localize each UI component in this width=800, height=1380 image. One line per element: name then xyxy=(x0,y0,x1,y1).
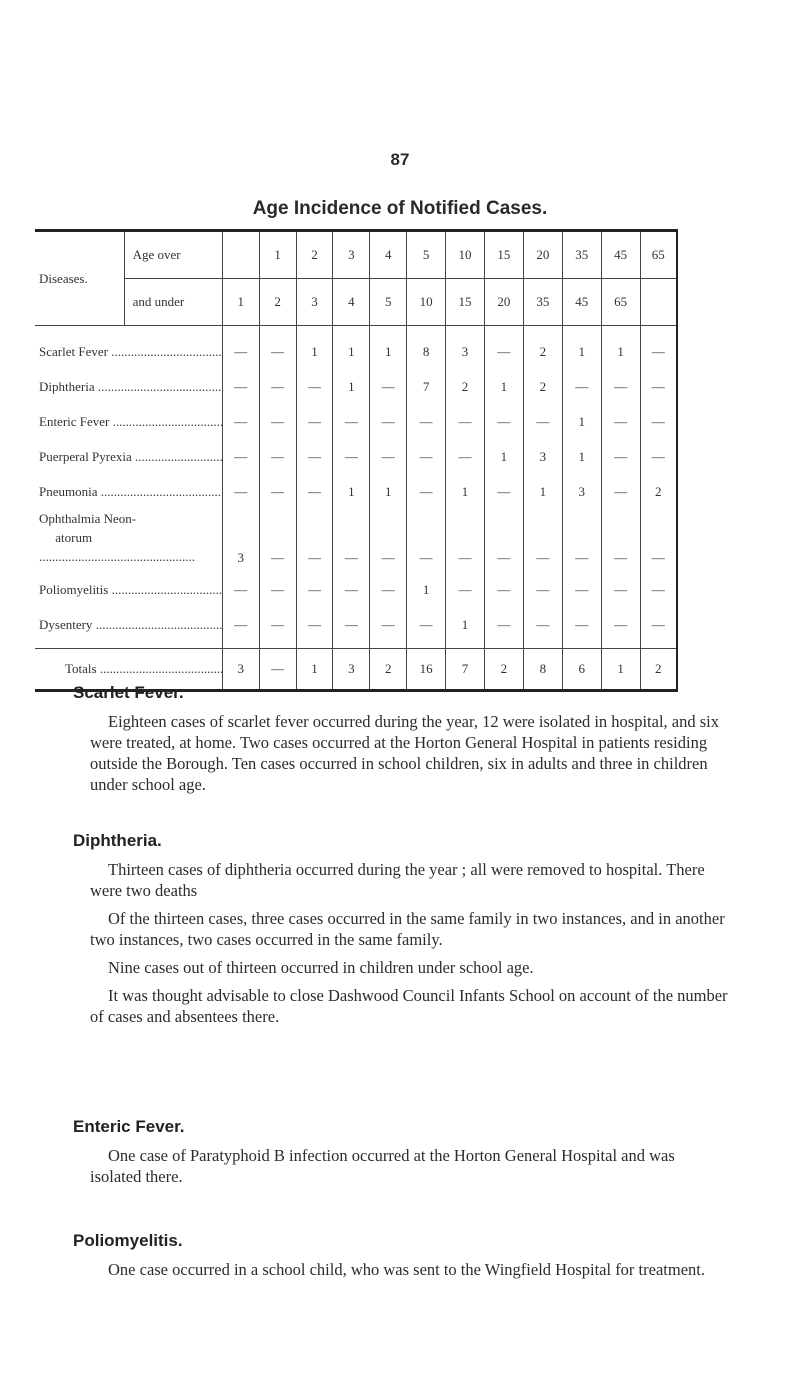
table-cell: 2 xyxy=(640,474,677,509)
table-cell: — xyxy=(296,572,333,607)
disease-name: Scarlet Fever ..... xyxy=(35,326,222,370)
table-cell: 1 xyxy=(407,572,446,607)
table-cell: — xyxy=(222,572,259,607)
table-cell: 1 xyxy=(446,474,485,509)
table-cell: — xyxy=(259,509,296,572)
table-cell: — xyxy=(296,509,333,572)
table-cell: 1 xyxy=(562,326,601,370)
age-over-cell: 2 xyxy=(296,231,333,279)
table-cell: 2 xyxy=(446,369,485,404)
table-cell: — xyxy=(446,404,485,439)
table-cell: — xyxy=(407,404,446,439)
table-cell: — xyxy=(259,474,296,509)
table-cell: 2 xyxy=(484,649,523,691)
disease-name: Diphtheria ..... xyxy=(35,369,222,404)
paragraph: Nine cases out of thirteen occurred in children under school age. xyxy=(108,958,534,977)
age-over-label: Age over xyxy=(124,231,222,279)
table-cell: — xyxy=(407,607,446,649)
table-cell: — xyxy=(370,509,407,572)
table-cell: — xyxy=(601,607,640,649)
table-row xyxy=(35,572,677,607)
table-cell: — xyxy=(640,326,677,370)
table-cell: — xyxy=(640,509,677,572)
section-heading: Poliomyelitis. xyxy=(73,1231,183,1250)
table-cell: — xyxy=(562,369,601,404)
table-cell: 1 xyxy=(333,326,370,370)
table-cell: — xyxy=(259,326,296,370)
table-cell: 1 xyxy=(333,474,370,509)
table-cell: — xyxy=(296,369,333,404)
table-cell: — xyxy=(601,404,640,439)
and-under-cell xyxy=(640,279,677,326)
table-cell: — xyxy=(446,572,485,607)
table-cell: — xyxy=(601,369,640,404)
table-cell: — xyxy=(333,439,370,474)
and-under-cell: 1 xyxy=(222,279,259,326)
table-cell: — xyxy=(259,649,296,691)
disease-name: Enteric Fever ..... xyxy=(35,404,222,439)
table-cell: — xyxy=(259,439,296,474)
table-cell: 1 xyxy=(370,326,407,370)
table-cell: 1 xyxy=(333,369,370,404)
age-over-cell: 35 xyxy=(562,231,601,279)
table-cell: — xyxy=(333,404,370,439)
table-row xyxy=(35,404,677,439)
table-cell: — xyxy=(370,607,407,649)
section-heading: Enteric Fever. xyxy=(73,1117,185,1136)
table-cell: — xyxy=(333,607,370,649)
table-cell: — xyxy=(601,572,640,607)
age-over-cell: 10 xyxy=(446,231,485,279)
table-cell: 1 xyxy=(562,404,601,439)
age-over-cell: 65 xyxy=(640,231,677,279)
table-cell: — xyxy=(640,369,677,404)
paragraph: It was thought advisable to close Dashwood Council Infants School on account of the number of cases and absentees there. xyxy=(90,986,728,1026)
table-cell: — xyxy=(523,509,562,572)
table-cell: — xyxy=(296,607,333,649)
header-row-and-under xyxy=(35,279,677,326)
table-row xyxy=(35,474,677,509)
and-under-cell: 45 xyxy=(562,279,601,326)
table-cell: — xyxy=(259,572,296,607)
table-cell: 3 xyxy=(333,649,370,691)
poliomyelitis-section xyxy=(73,1230,730,1287)
diseases-header: Diseases. xyxy=(35,231,124,326)
paragraph: One case of Paratyphoid B infection occurred at the Horton General Hospital and was isolated there. xyxy=(90,1146,675,1186)
table-cell: 1 xyxy=(562,439,601,474)
age-over-cell xyxy=(222,231,259,279)
disease-name: Poliomyelitis ..... xyxy=(35,572,222,607)
table-cell: — xyxy=(259,607,296,649)
table-row xyxy=(35,439,677,474)
table-cell: 1 xyxy=(446,607,485,649)
table-cell: — xyxy=(523,404,562,439)
table-cell: 2 xyxy=(640,649,677,691)
table-cell: — xyxy=(222,474,259,509)
age-over-cell: 4 xyxy=(370,231,407,279)
and-under-cell: 20 xyxy=(484,279,523,326)
table-cell: 8 xyxy=(523,649,562,691)
and-under-label: and under xyxy=(124,279,222,326)
age-over-cell: 15 xyxy=(484,231,523,279)
table-cell: — xyxy=(407,509,446,572)
table-row xyxy=(35,607,677,649)
table-cell: — xyxy=(222,404,259,439)
and-under-cell: 2 xyxy=(259,279,296,326)
table-cell: — xyxy=(640,572,677,607)
table-cell: — xyxy=(640,607,677,649)
table-cell: — xyxy=(407,439,446,474)
paragraph: Eighteen cases of scarlet fever occurred during the year, 12 were isolated in hospital, and six were treated, at home. Two cases occurred at the Horton General Hospital in patients residing outside the Borough. Ten cases occurred in school children, six in adults and three in children under school age. xyxy=(90,712,719,794)
and-under-cell: 15 xyxy=(446,279,485,326)
table-cell: — xyxy=(222,607,259,649)
header-row-age-over xyxy=(35,231,677,279)
table-cell: — xyxy=(446,509,485,572)
table-cell: 2 xyxy=(370,649,407,691)
table-cell: — xyxy=(370,572,407,607)
and-under-cell: 3 xyxy=(296,279,333,326)
table-cell: 1 xyxy=(370,474,407,509)
table-cell: — xyxy=(523,607,562,649)
table-cell: 3 xyxy=(222,509,259,572)
table-cell: — xyxy=(484,572,523,607)
table-row xyxy=(35,369,677,404)
paragraph: Thirteen cases of diphtheria occurred during the year ; all were removed to hospital. There were two deaths xyxy=(90,860,705,900)
and-under-cell: 5 xyxy=(370,279,407,326)
age-over-cell: 3 xyxy=(333,231,370,279)
table-cell: 1 xyxy=(484,439,523,474)
table-cell: — xyxy=(601,474,640,509)
table-cell: — xyxy=(296,474,333,509)
table-cell: 7 xyxy=(446,649,485,691)
age-over-cell: 45 xyxy=(601,231,640,279)
table-cell: 6 xyxy=(562,649,601,691)
table-cell: — xyxy=(484,326,523,370)
table-cell: — xyxy=(333,572,370,607)
table-cell: 3 xyxy=(562,474,601,509)
table-cell: 7 xyxy=(407,369,446,404)
table-cell: — xyxy=(640,404,677,439)
table-cell: 3 xyxy=(446,326,485,370)
table-cell: — xyxy=(562,572,601,607)
paragraph: Of the thirteen cases, three cases occurred in the same family in two instances, and in another two instances, two cases occurred in the same family. xyxy=(90,909,725,949)
table-cell: 1 xyxy=(523,474,562,509)
table-cell: — xyxy=(370,369,407,404)
table-cell: — xyxy=(601,439,640,474)
table-cell: 8 xyxy=(407,326,446,370)
table-cell: — xyxy=(562,607,601,649)
table-cell: 2 xyxy=(523,326,562,370)
disease-name: Pneumonia ..... xyxy=(35,474,222,509)
table-cell: — xyxy=(446,439,485,474)
table-cell: — xyxy=(601,509,640,572)
disease-name: Dysentery ..... xyxy=(35,607,222,649)
table-cell: 3 xyxy=(222,649,259,691)
table-cell: 1 xyxy=(296,326,333,370)
table-cell: 1 xyxy=(296,649,333,691)
and-under-cell: 10 xyxy=(407,279,446,326)
table-cell: — xyxy=(222,326,259,370)
table-cell: — xyxy=(640,439,677,474)
table-cell: — xyxy=(333,509,370,572)
table-cell: 1 xyxy=(484,369,523,404)
table-cell: — xyxy=(523,572,562,607)
table-cell: — xyxy=(296,439,333,474)
diphtheria-section xyxy=(73,830,730,1034)
and-under-cell: 65 xyxy=(601,279,640,326)
paragraph: One case occurred in a school child, who was sent to the Wingfield Hospital for treatment. xyxy=(108,1260,705,1279)
section-heading: Diphtheria. xyxy=(73,831,162,850)
disease-name: Ophthalmia Neon- atorum ..... xyxy=(35,509,222,572)
and-under-cell: 35 xyxy=(523,279,562,326)
table-row xyxy=(35,326,677,370)
table-cell: 3 xyxy=(523,439,562,474)
table-cell: 1 xyxy=(601,649,640,691)
and-under-cell: 4 xyxy=(333,279,370,326)
table-cell: — xyxy=(296,404,333,439)
table-title: Age Incidence of Notified Cases. xyxy=(252,198,548,219)
table-cell: — xyxy=(407,474,446,509)
table-cell: 16 xyxy=(407,649,446,691)
age-over-cell: 20 xyxy=(523,231,562,279)
enteric-fever-section xyxy=(73,1116,730,1194)
table-cell: 1 xyxy=(601,326,640,370)
table-cell: — xyxy=(562,509,601,572)
section-heading: Scarlet Fever. xyxy=(73,683,184,702)
table-cell: — xyxy=(484,474,523,509)
table-cell: — xyxy=(484,607,523,649)
table-cell: — xyxy=(484,509,523,572)
table-cell: — xyxy=(222,369,259,404)
age-over-cell: 5 xyxy=(407,231,446,279)
table-cell: — xyxy=(370,404,407,439)
table-cell: — xyxy=(259,404,296,439)
table-cell: 2 xyxy=(523,369,562,404)
table-cell: — xyxy=(484,404,523,439)
age-incidence-table xyxy=(35,229,678,692)
age-over-cell: 1 xyxy=(259,231,296,279)
disease-name: Puerperal Pyrexia ..... xyxy=(35,439,222,474)
table-cell: — xyxy=(222,439,259,474)
table-cell: — xyxy=(370,439,407,474)
scarlet-fever-section xyxy=(73,682,730,802)
page-number: 87 xyxy=(390,150,410,169)
table-row xyxy=(35,509,677,572)
totals-label: Totals ..... xyxy=(35,649,222,691)
table-cell: — xyxy=(259,369,296,404)
